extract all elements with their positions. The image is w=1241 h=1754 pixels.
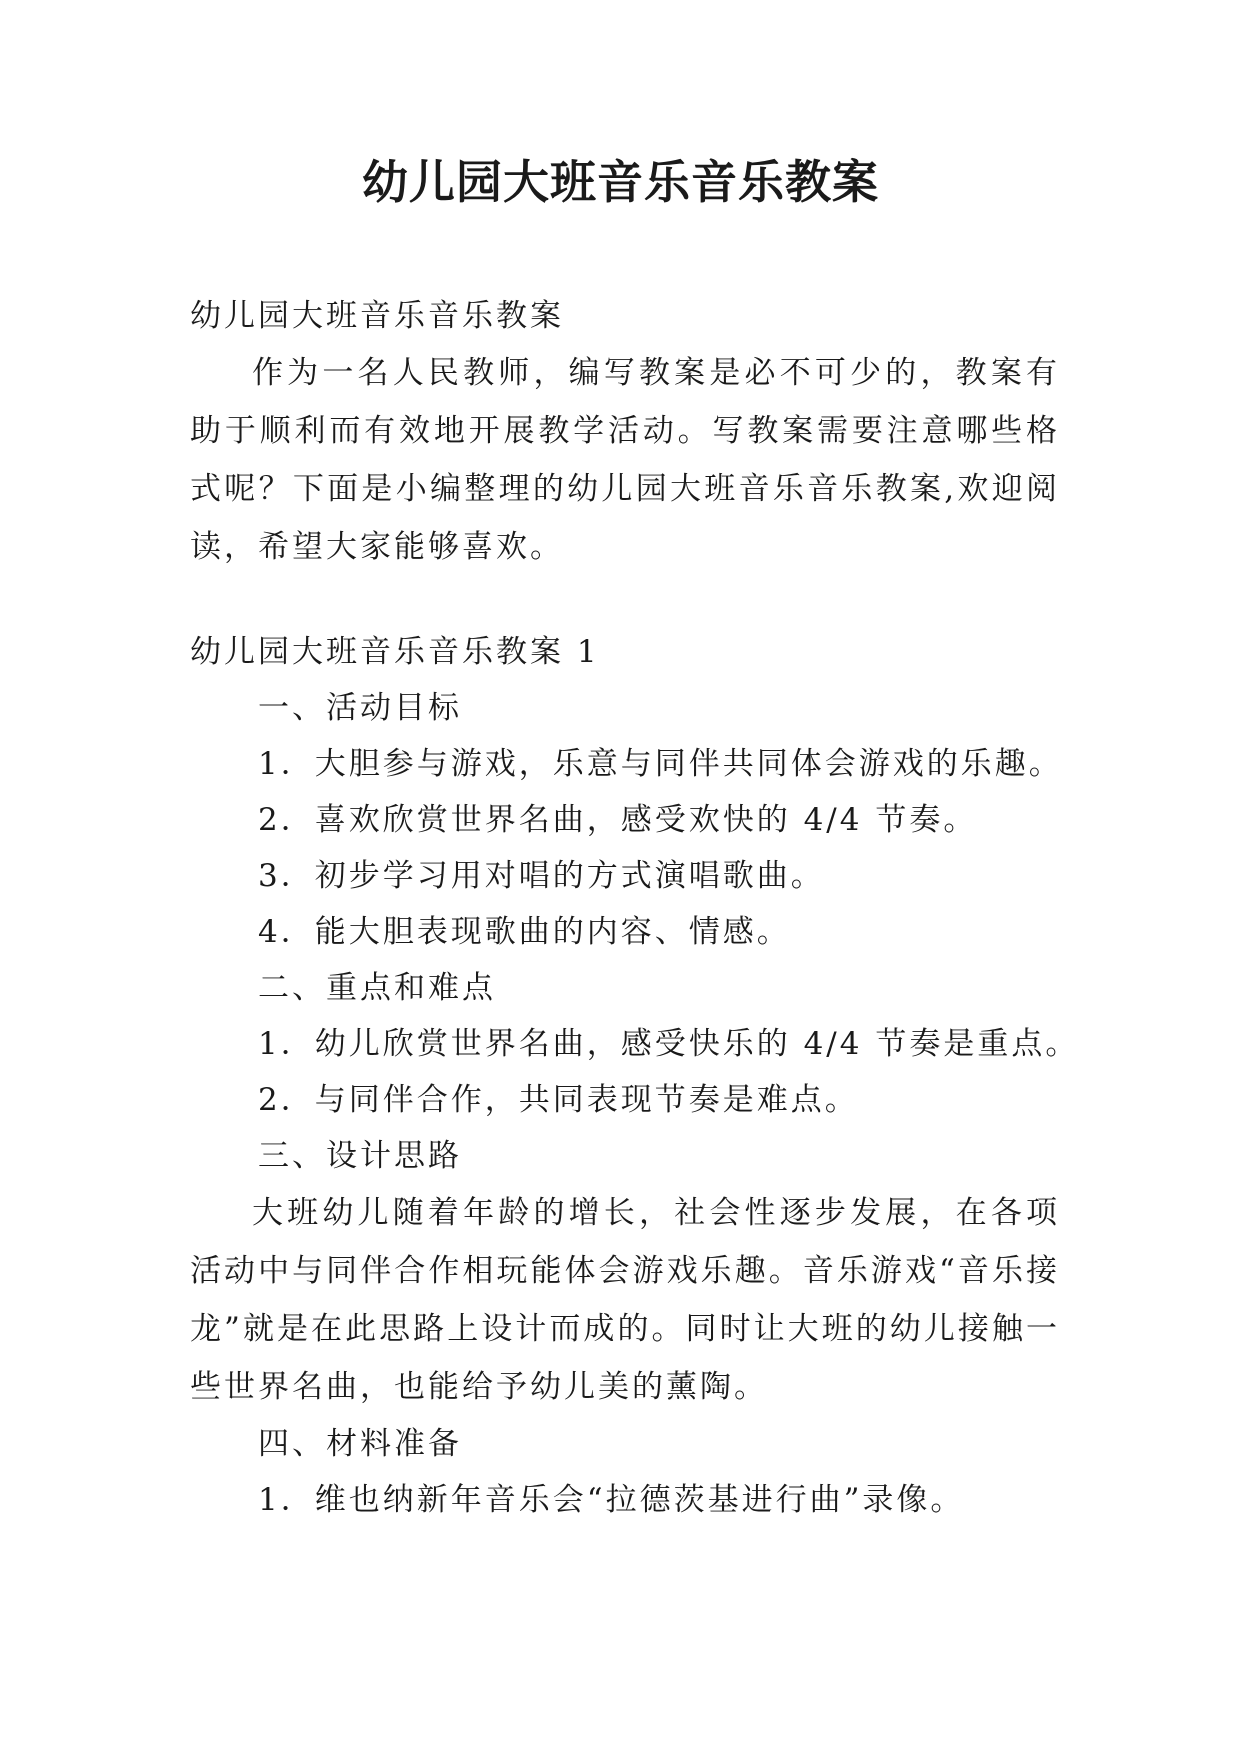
goal-item-3: 3．初步学习用对唱的方式演唱歌曲。: [258, 858, 825, 894]
spacer: [190, 576, 1060, 624]
section-title: 幼儿园大班音乐音乐教案 1: [190, 634, 600, 670]
design-paragraph: 大班幼儿随着年龄的增长，社会性逐步发展，在各项活动中与同伴合作相玩能体会游戏乐趣。音乐游戏“音乐接龙”就是在此思路上设计而成的。同时让大班的幼儿接触一些世界名曲，也能给予幼儿美的薰陶。: [190, 1195, 1060, 1405]
intro-paragraph: 作为一名人民教师，编写教案是必不可少的，教案有助于顺利而有效地开展教学活动。写教案需要注意哪些格式呢？下面是小编整理的幼儿园大班音乐音乐教案,欢迎阅读，希望大家能够喜欢。: [190, 355, 1060, 565]
heading-materials: 四、材料准备: [258, 1426, 462, 1462]
goal-item-1: 1．大胆参与游戏，乐意与同伴共同体会游戏的乐趣。: [258, 746, 1063, 782]
goal-item-2: 2．喜欢欣赏世界名曲，感受欢快的 4/4 节奏。: [258, 802, 978, 838]
heading-design: 三、设计思路: [258, 1138, 462, 1174]
key-item-1: 1．幼儿欣赏世界名曲，感受快乐的 4/4 节奏是重点。: [258, 1026, 1080, 1062]
document-subtitle: 幼儿园大班音乐音乐教案: [190, 298, 564, 334]
document-title: 幼儿园大班音乐音乐教案: [362, 155, 879, 209]
document-body: [190, 288, 1080, 1528]
goal-item-4: 4．能大胆表现歌曲的内容、情感。: [258, 914, 791, 950]
material-item-1: 1．维也纳新年音乐会“拉德茨基进行曲”录像。: [258, 1482, 965, 1518]
key-item-2: 2．与同伴合作，共同表现节奏是难点。: [258, 1082, 859, 1118]
heading-goals: 一、活动目标: [258, 690, 462, 726]
heading-key-points: 二、重点和难点: [258, 970, 496, 1006]
